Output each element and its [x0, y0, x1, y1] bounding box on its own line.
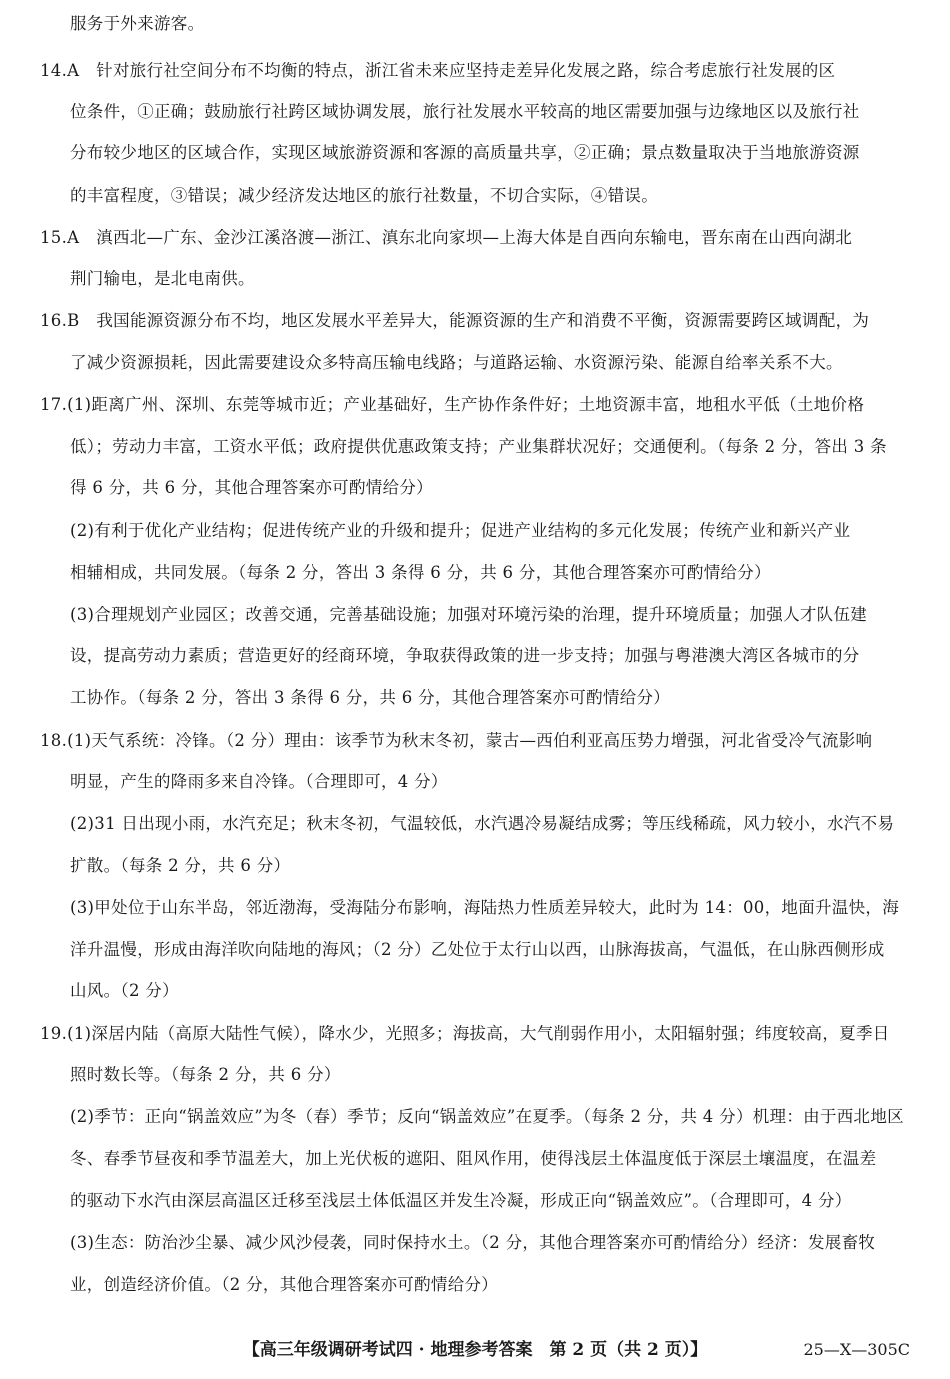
text-line: 16.B 我国能源资源分布不均，地区发展水平差异大，能源资源的生产和消费不平衡，资源需要跨区域调配，为 [40, 311, 870, 330]
text-line: 得 6 分，共 6 分，其他合理答案亦可酌情给分） [70, 478, 433, 497]
text-line: 的丰富程度，③错误；减少经济发达地区的旅行社数量，不切合实际，④错误。 [70, 186, 658, 205]
text-line: 18.(1)天气系统：冷锋。（2 分）理由：该季节为秋末冬初，蒙古—西伯利亚高压势力增强，河北省受冷气流影响 [40, 731, 873, 750]
text-line: 相辅相成，共同发展。（每条 2 分，答出 3 条得 6 分，共 6 分，其他合理答案亦可酌情给分） [70, 563, 771, 582]
text-line: 位条件，①正确；鼓励旅行社跨区域协调发展，旅行社发展水平较高的地区需要加强与边缘地区以及旅行社 [70, 102, 860, 121]
text-line: 了减少资源损耗，因此需要建设众多特高压输电线路；与道路运输、水资源污染、能源自给率关系不大。 [70, 353, 843, 372]
text-line: 明显，产生的降雨多来自冷锋。（合理即可，4 分） [70, 772, 448, 791]
text-line: 山风。（2 分） [70, 981, 179, 1000]
text-line: (3)合理规划产业园区；改善交通，完善基础设施；加强对环境污染的治理，提升环境质量；加强人才队伍建 [70, 605, 868, 624]
text-line: (3)生态：防治沙尘暴、减少风沙侵袭，同时保持水土。（2 分，其他合理答案亦可酌情给分）经济：发展畜牧 [70, 1233, 876, 1252]
text-line: 工协作。（每条 2 分，答出 3 条得 6 分，共 6 分，其他合理答案亦可酌情给分） [70, 688, 671, 707]
text-line: 业，创造经济价值。（2 分，其他合理答案亦可酌情给分） [70, 1275, 499, 1294]
text-line: 服务于外来游客。 [70, 14, 205, 33]
text-line: (2)有利于优化产业结构；促进传统产业的升级和提升；促进产业结构的多元化发展；传统产业和新兴产业 [70, 521, 851, 540]
text-line: 照时数长等。（每条 2 分，共 6 分） [70, 1065, 341, 1084]
text-line: (3)甲处位于山东半岛，邻近渤海，受海陆分布影响，海陆热力性质差异较大，此时为 14：00，地面升温快，海 [70, 898, 900, 917]
page-footer-code: 25—X—305C [803, 1340, 910, 1359]
text-line: 设，提高劳动力素质；营造更好的经商环境，争取获得政策的进一步支持；加强与粤港澳大湾区各城市的分 [70, 646, 860, 665]
text-line: 冬、春季节昼夜和季节温差大，加上光伏板的遮阳、阻风作用，使得浅层土体温度低于深层土壤温度，在温差 [70, 1149, 877, 1168]
page-footer-title: 【高三年级调研考试四 · 地理参考答案 第 2 页（共 2 页）】 [242, 1340, 708, 1360]
text-line: 17.(1)距离广州、深圳、东莞等城市近；产业基础好，生产协作条件好；土地资源丰富，地租水平低（土地价格 [40, 395, 865, 414]
text-line: 荆门输电，是北电南供。 [70, 269, 255, 288]
text-line: 15.A 滇西北—广东、金沙江溪洛渡—浙江、滇东北向家坝—上海大体是自西向东输电，晋东南在山西向湖北 [40, 228, 853, 247]
text-line: (2)季节：正向“锅盖效应”为冬（春）季节；反向“锅盖效应”在夏季。（每条 2 分，共 4 分）机理：由于西北地区 [70, 1107, 904, 1126]
text-line: (2)31 日出现小雨，水汽充足；秋末冬初，气温较低，水汽遇冷易凝结成雾；等压线稀疏，风力较小，水汽不易 [70, 814, 895, 833]
text-line: 的驱动下水汽由深层高温区迁移至浅层土体低温区并发生冷凝，形成正向“锅盖效应”。（合理即可，4 分） [70, 1191, 852, 1210]
text-line: 分布较少地区的区域合作，实现区域旅游资源和客源的高质量共享，②正确；景点数量取决于当地旅游资源 [70, 143, 860, 162]
text-line: 19.(1)深居内陆（高原大陆性气候），降水少，光照多；海拔高，大气削弱作用小，太阳辐射强；纬度较高，夏季日 [40, 1024, 890, 1043]
text-line: 低）；劳动力丰富，工资水平低；政府提供优惠政策支持；产业集群状况好；交通便利。（每条 2 分，答出 3 条 [70, 437, 887, 456]
text-line: 扩散。（每条 2 分，共 6 分） [70, 856, 291, 875]
text-line: 14.A 针对旅行社空间分布不均衡的特点，浙江省未来应坚持走差异化发展之路，综合考虑旅行社发展的区 [40, 61, 836, 80]
text-line: 洋升温慢，形成由海洋吹向陆地的海风；（2 分）乙处位于太行山以西，山脉海拔高，气温低，在山脉西侧形成 [70, 940, 885, 959]
